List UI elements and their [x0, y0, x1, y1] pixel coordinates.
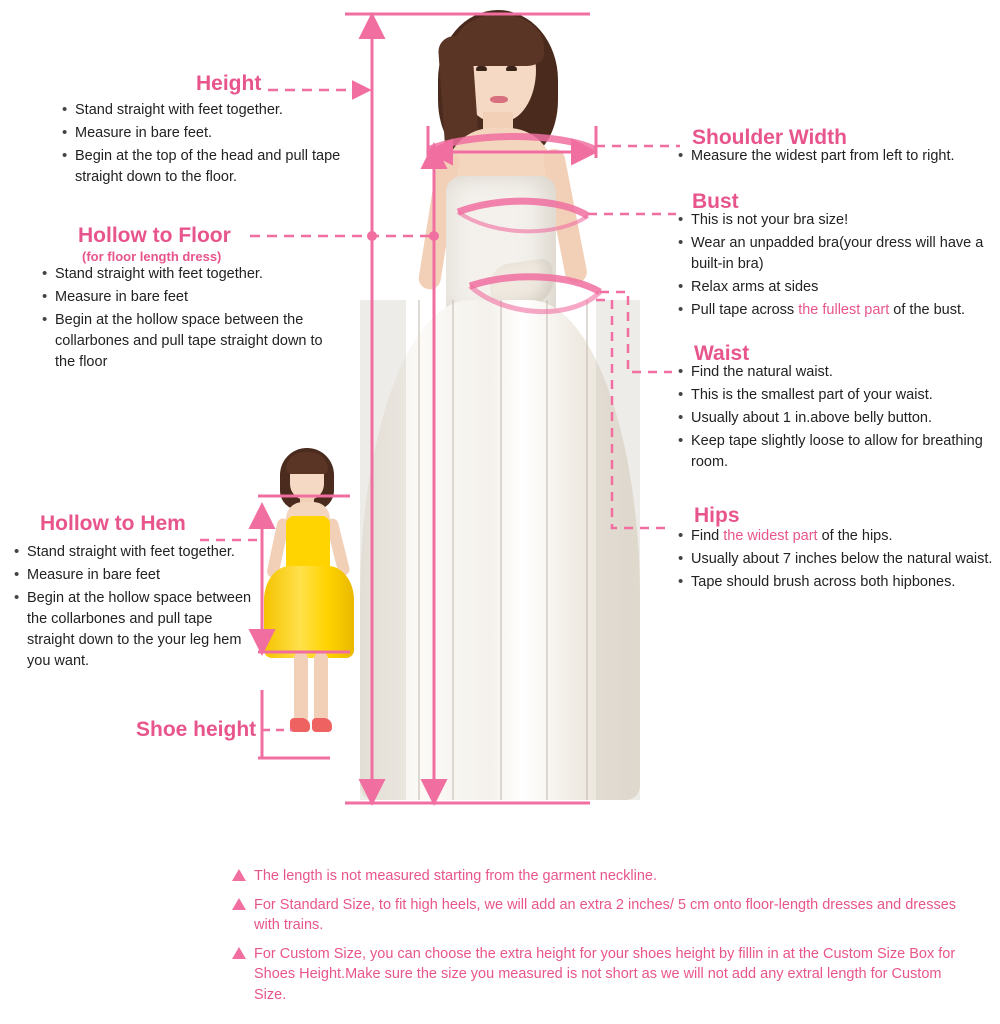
bride-eye-right	[506, 66, 517, 71]
waist-bullet-list	[676, 362, 998, 475]
list-item: • Find the natural waist.	[676, 362, 998, 383]
list-item: • Measure the widest part from left to right.	[676, 146, 996, 167]
list-item: • Measure in bare feet.	[60, 123, 360, 144]
note-item	[232, 895, 972, 936]
short-figure-leg-left	[294, 652, 308, 724]
hollow-to-floor-subtitle: (for floor length dress)	[82, 249, 222, 264]
short-figure-leg-right	[314, 652, 328, 724]
list-item: • Keep tape slightly loose to allow for breathing room.	[676, 431, 998, 473]
warning-triangle-icon	[232, 898, 246, 910]
height-title: Height	[196, 72, 262, 95]
bride-eye-left	[476, 66, 487, 71]
list-item: • Tape should brush across both hipbones.	[676, 572, 998, 593]
bride-lips	[490, 96, 508, 103]
note-text: For Standard Size, to fit high heels, we will add an extra 2 inches/ 5 cm onto floor-length dresses and dresses with trains.	[254, 896, 957, 934]
bust-bullet-list	[676, 210, 998, 323]
bust-fullest-highlight: the fullest part	[798, 302, 890, 319]
shoulder-width-title: Shoulder Width	[692, 126, 847, 149]
footer-notes	[232, 866, 972, 1013]
list-item: • Begin at the top of the head and pull tape straight down to the floor.	[60, 146, 360, 188]
bride-figure-illustration	[350, 0, 650, 810]
shoulder-width-bullet-list	[676, 146, 996, 169]
list-item: • Wear an unpadded bra(your dress will have a built-in bra)	[676, 233, 998, 275]
bride-skirt	[360, 300, 640, 800]
list-item: • Begin at the hollow space between the collarbones and pull tape straight down to the your leg hem you want.	[12, 588, 260, 672]
bust-title: Bust	[692, 190, 739, 213]
list-item: • Measure in bare feet	[12, 565, 260, 586]
note-text: For Custom Size, you can choose the extra height for your shoes height by fillin in at the Custom Size Box for Shoes Height.Make sure the size you measured is not short as we will not add any extral length for Custom Size.	[254, 945, 956, 1003]
list-item: • Stand straight with feet together.	[60, 100, 360, 121]
hips-widest-highlight: the widest part	[723, 528, 818, 544]
list-item: • This is the smallest part of your waist.	[676, 385, 998, 406]
bust-fullest-prefix: Pull tape across	[691, 302, 799, 319]
height-section	[196, 72, 396, 96]
hips-title: Hips	[694, 504, 740, 527]
hips-section	[694, 504, 740, 528]
short-figure-fringe	[286, 452, 328, 474]
warning-triangle-icon	[232, 947, 246, 959]
list-item: • Stand straight with feet together.	[40, 264, 340, 285]
hollow-to-hem-bullet-list	[12, 542, 260, 674]
shoe-height-title: Shoe height	[136, 718, 257, 741]
warning-triangle-icon	[232, 869, 246, 881]
hips-widest-prefix: Find	[691, 528, 724, 544]
short-dress-figure-illustration	[250, 440, 370, 760]
hollow-to-floor-bullet-list	[40, 264, 340, 375]
list-item: • Stand straight with feet together.	[12, 542, 260, 563]
list-item: • Begin at the hollow space between the collarbones and pull tape straight down to the floor	[40, 310, 340, 373]
list-item: • Relax arms at sides	[676, 277, 998, 298]
short-figure-shoe-left	[290, 718, 310, 732]
list-item: • Usually about 7 inches below the natural waist.	[676, 549, 998, 570]
hollow-to-hem-section	[40, 512, 300, 536]
hollow-to-floor-section	[78, 224, 378, 264]
short-figure-dress-skirt	[264, 566, 354, 658]
list-item	[676, 300, 998, 321]
short-figure-shoe-right	[312, 718, 332, 732]
list-item: • Usually about 1 in.above belly button.	[676, 408, 998, 429]
note-item	[232, 866, 972, 887]
waist-title: Waist	[694, 342, 750, 365]
note-text: The length is not measured starting from the garment neckline.	[254, 868, 657, 884]
hollow-to-hem-title: Hollow to Hem	[40, 512, 186, 535]
list-item	[676, 526, 998, 547]
hips-widest-suffix: of the hips.	[817, 528, 893, 544]
shoe-height-section	[136, 718, 256, 742]
hips-bullet-list	[676, 526, 998, 595]
list-item: • Measure in bare feet	[40, 287, 340, 308]
note-item	[232, 944, 972, 1006]
hollow-to-floor-title: Hollow to Floor	[78, 224, 231, 247]
height-bullet-list	[60, 100, 360, 190]
list-item: • This is not your bra size!	[676, 210, 998, 231]
bust-fullest-suffix: of the bust.	[889, 302, 966, 319]
